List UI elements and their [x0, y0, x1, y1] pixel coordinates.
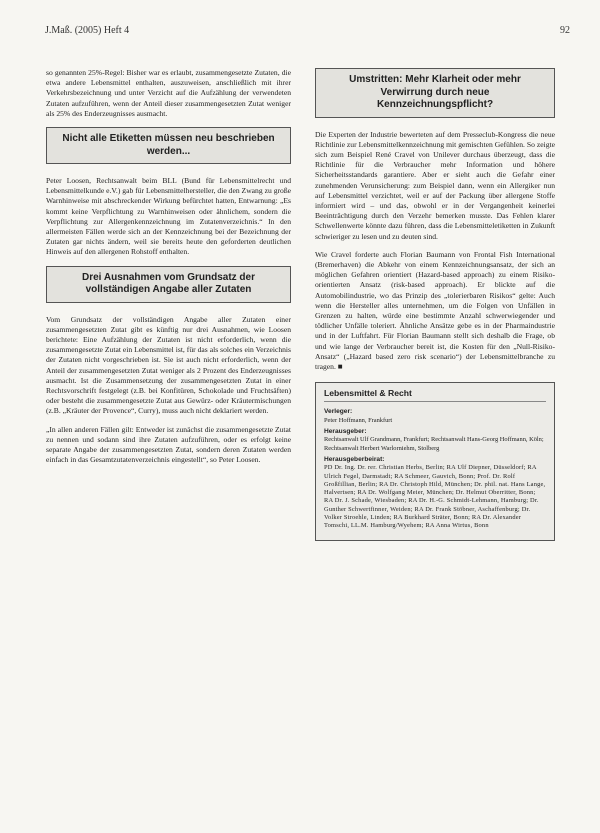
publisher-label: Verleger: [324, 408, 353, 416]
section-heading-etiketten: Nicht alle Etiketten müssen neu beschrieben werden... [46, 127, 291, 164]
publisher-name: Peter Hoffmann, Frankfurt [324, 416, 393, 424]
imprint-box [315, 382, 555, 540]
imprint-title: Lebensmittel & Recht [324, 389, 546, 402]
editors-label: Herausgeber: [324, 428, 367, 436]
paragraph-experten: Die Experten der Industrie bewerteten auf dem Presseclub-Kongress die neue Richtlinie zur Lebensmittelkennzeichnung mit gemischten Gefühlen. So zeigte sich zum Beispiel René Cravel von Unilever durchaus überzeugt, dass die Richtlinie für die Verbraucher mehr Information und höhere Sicherheitsstandards garantiere. Aber er sieht auch die Gefahr einer zunehmenden Verunsicherung: zum Beispiel dann, wenn ein Allergiker nun auf Lebensmittel verzichtet, weil er auf der Packung über allergene Stoffe informiert wird – und das, obwohl er in der Vergangenheit keinerlei Beeinträchtigung durch den Verzehr bemerken musste. Das Fehlen klarer Schwellenwerte könnte dazu führen, dass die Lebensmitteletiketten in Zukunft schwieriger zu lesen und zu deuten sind. [315, 129, 555, 241]
section-paragraph-ausnahmen-1: Vom Grundsatz der vollständigen Angabe aller Zutaten einer zusammengesetzten Zutat gibt es künftig nur drei Ausnahmen, wie Loosen berichtete: Eine Aufzählung der Zutaten ist nicht erforderlich, wenn die zusammengesetzte Zutat ein Lebensmittel ist, für das als solches ein Verzeichnis der Zutaten nicht vorgeschrieben ist. Sie ist auch nicht erforderlich, wenn der Anteil der zusammengesetzten Zutat weniger als 2 Prozent des Enderzeugnisses ausmacht. Ist die Zusammensetzung der zusammengesetzten Zutat in einer Rechtsvorschrift festgelegt (z.B. bei Konfitüren, Schokolade und Fruchtsäften) oder besteht die zusammengesetzte Zutat aus Gewürz- oder Kräutermischungen (z.B. „Kräuter der Provence“, Curry), muss auch nicht deklariert werden. [46, 314, 291, 416]
advisory-board-list: PD Dr. Ing. Dr. rer. Christian Herbs, Berlin; RA Ulf Diepner, Düsseldorf; RA Ulrich Fegel, Darmstadt; RA Schmeer, Gauvich, Bonn; Prof. Dr. Rolf Großfillian, Berlin; RA Dr. Christoph Hild, München; Dr. phil. nat. Hans Lange, Halvertsen; RA Dr. Wolfgang Meier, München; Dr. Helmut Oberritter, Bonn; RA Dr. J. Schade, Wiesbaden; RA Dr. H.-G. Schmidt-Lehmann, Hamburg; Dr. Gunther Schwertfinner, Weiden; RA Dr. Frank Stöbner, Aschaffenburg; Dr. Volker Stroehle, Linden; RA Burkhard Sträter, Bonn; RA Dr. Alexander Tomschi, LL.M. Hamburg/Wyehem; RA Anna Wirtus, Bonn [324, 464, 546, 530]
section-heading-umstritten: Umstritten: Mehr Klarheit oder mehr Verwirrung durch neue Kennzeichnungspflicht? [315, 68, 555, 118]
end-mark: ■ [337, 361, 343, 371]
section-heading-ausnahmen: Drei Ausnahmen vom Grundsatz der vollständigen Angabe aller Zutaten [46, 266, 291, 303]
page-number: 92 [560, 25, 570, 36]
intro-paragraph: so genannten 25%-Regel: Bisher war es erlaubt, zusammengesetzte Zutaten, die etwa andere Lebensmittel enthalten, auszuweisen, anschließlich mit ihrer Verkehrsbezeichnung und unter Verzicht auf die Aufzählung der verwendeten Zutaten aufzuführen, wenn der Anteil dieser zusammengesetzten Zutat weniger als 25% des Enderzeugnisses ausmacht. [46, 68, 291, 118]
right-column [315, 68, 555, 541]
section-paragraph-ausnahmen-2: „In allen anderen Fällen gilt: Entweder ist zunächst die zusammengesetzte Zutat zu nennen und sodann sind ihre Zutaten aufzuführen, oder es erfolgt keine separate Angabe der zusammengesetzten Zutat, sondern deren Zutaten werden einfach in das Gesamtzutatenverzeichnis eingestellt“, so Peter Loosen. [46, 424, 291, 465]
journal-header: J.Maß. (2005) Heft 4 [45, 25, 130, 36]
paragraph-cravel [315, 250, 555, 372]
section-paragraph-etiketten: Peter Loosen, Rechtsanwalt beim BLL (Bund für Lebensmittelrecht und Lebensmittelkunde e.V.) gab für Lebensmittelhersteller, die den Zwang zu große Warnhinweise mit abschreckender Wirkung befürchtet hatten, Entwarnung: „Es kommt keine Verpflichtung zu Warnhinweisen oder ähnlichem, sondern die Verpflichtung zur Allergenkennzeichnung im Zutatenverzeichnis.“ In den allermeisten Fällen werde sich an der Kennzeichnung bei der Bezeichnung der Zutaten gar nichts ändern, weil sie bereits heute den geforderten deutlichen Hinweis auf den allergenen Rohstoff enthalten. [46, 176, 291, 257]
editors-list: Rechtsanwalt Ulf Grandmann, Frankfurt; Rechtsanwalt Hans-Georg Hoffmann, Köln; Rechtsanwalt Herbert Warlorniehm, Stolberg [324, 436, 544, 452]
left-column [46, 68, 291, 473]
paragraph-cravel-text: Wie Cravel forderte auch Florian Baumann von Frontal Fish International (Bremerhaven) die Abkehr von einem Kennzeichnungsansatz, der sich an möglichen Gefahren orientiert (Hazard-based approach) zu einem Risiko-orientierten Ansatz (risk-based approach). Er blickte auf die Automobilindustrie, wo das Prinzip des „tolerierbaren Risikos“ gelte: Auch wenn die Hersteller alles unternehmen, um die Folgen von Unfällen in Grenzen zu halten, würde eine bestimmte Anzahl schwerwiegender und tödlicher Unfälle toleriert. Ähnliche Ansätze gebe es in der Pharmaindustrie und in der Luftfahrt. Für Florian Baumann stellt sich deshalb die Frage, ob und wie lange der Verbraucher bereit ist, die Kosten für den „Null-Risiko-Ansatz“ („Hazard based zero risk scenario“) der Lebensmittelbranche zu tragen. [315, 249, 555, 371]
advisory-board-label: Herausgeberbeirat: [324, 455, 385, 463]
